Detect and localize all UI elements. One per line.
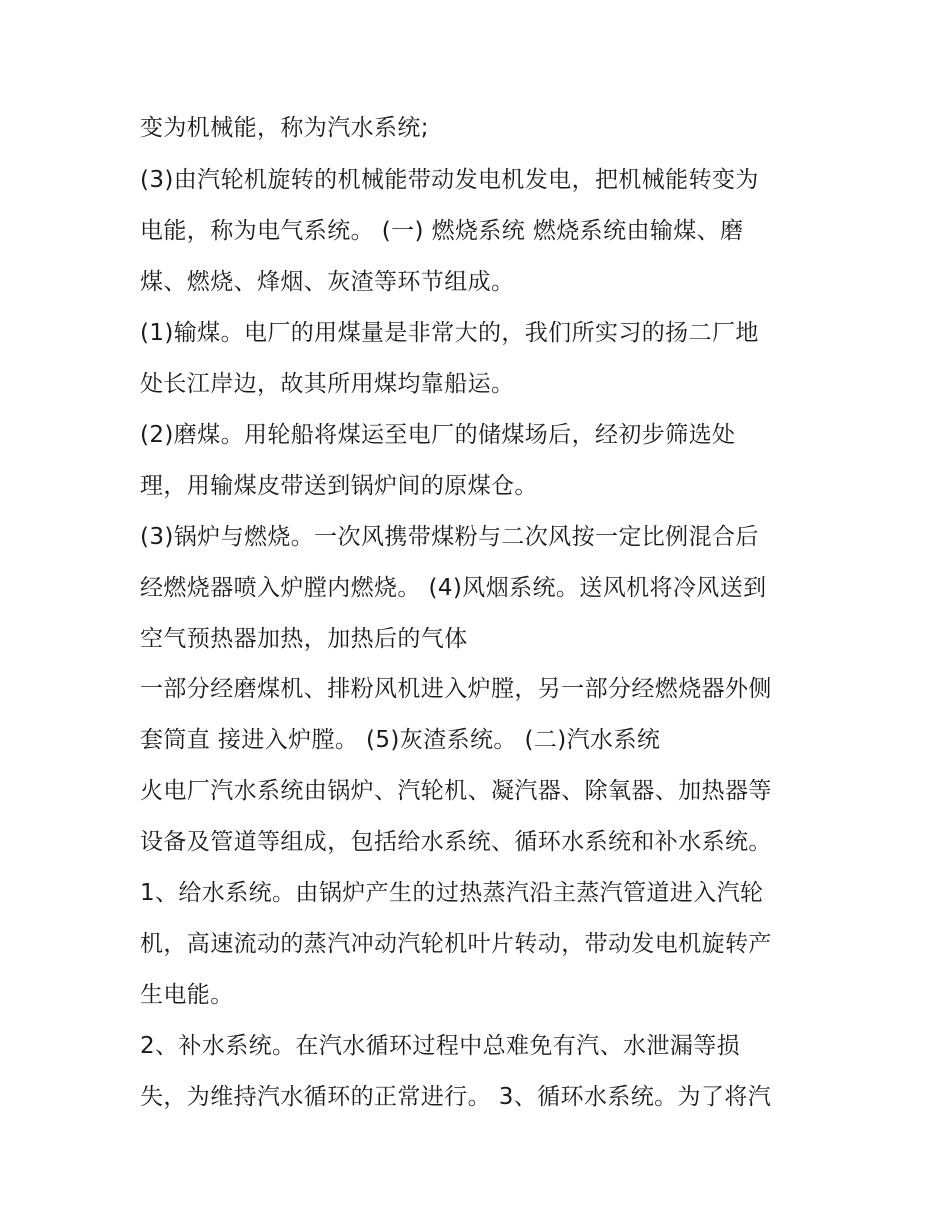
text-line: 1、给水系统。由锅炉产生的过热蒸汽沿主蒸汽管道进入汽轮 — [140, 880, 764, 906]
text-line: (3)锅炉与燃烧。一次风携带煤粉与二次风按一定比例混合后 — [140, 524, 759, 550]
text-line: 空气预热器加热，加热后的气体 — [140, 626, 468, 652]
text-line: 煤、燃烧、烽烟、灰渣等环节组成。 — [140, 269, 515, 295]
text-line: 电能，称为电气系统。 (一) 燃烧系统 燃烧系统由输煤、磨 — [140, 218, 744, 244]
text-line: 设备及管道等组成，包括给水系统、循环水系统和补水系统。 — [140, 829, 772, 855]
text-line: (2)磨煤。用轮船将煤运至电厂的储煤场后，经初步筛选处 — [140, 422, 736, 448]
text-line: 失，为维持汽水循环的正常进行。 3、循环水系统。为了将汽 — [140, 1084, 772, 1110]
text-line: (1)输煤。电厂的用煤量是非常大的，我们所实习的扬二厂地 — [140, 320, 759, 346]
text-line: 处长江岸边，故其所用煤均靠船运。 — [140, 371, 515, 397]
text-line: 火电厂汽水系统由锅炉、汽轮机、凝汽器、除氧器、加热器等 — [140, 778, 772, 804]
text-line: 2、补水系统。在汽水循环过程中总难免有汽、水泄漏等损 — [140, 1033, 741, 1059]
text-line: (3)由汽轮机旋转的机械能带动发电机发电，把机械能转变为 — [140, 167, 759, 193]
text-line: 经燃烧器喷入炉膛内燃烧。 (4)风烟系统。送风机将冷风送到 — [140, 575, 767, 601]
text-line: 一部分经磨煤机、排粉风机进入炉膛，另一部分经燃烧器外侧 — [140, 676, 772, 702]
text-line: 生电能。 — [140, 982, 234, 1008]
text-line: 变为机械能，称为汽水系统; — [140, 115, 429, 141]
text-line: 理，用输煤皮带送到锅炉间的原煤仓。 — [140, 473, 538, 499]
text-line: 套筒直 接进入炉膛。 (5)灰渣系统。 (二)汽水系统 — [140, 727, 661, 753]
text-line: 机，高速流动的蒸汽冲动汽轮机叶片转动，带动发电机旋转产 — [140, 931, 772, 957]
